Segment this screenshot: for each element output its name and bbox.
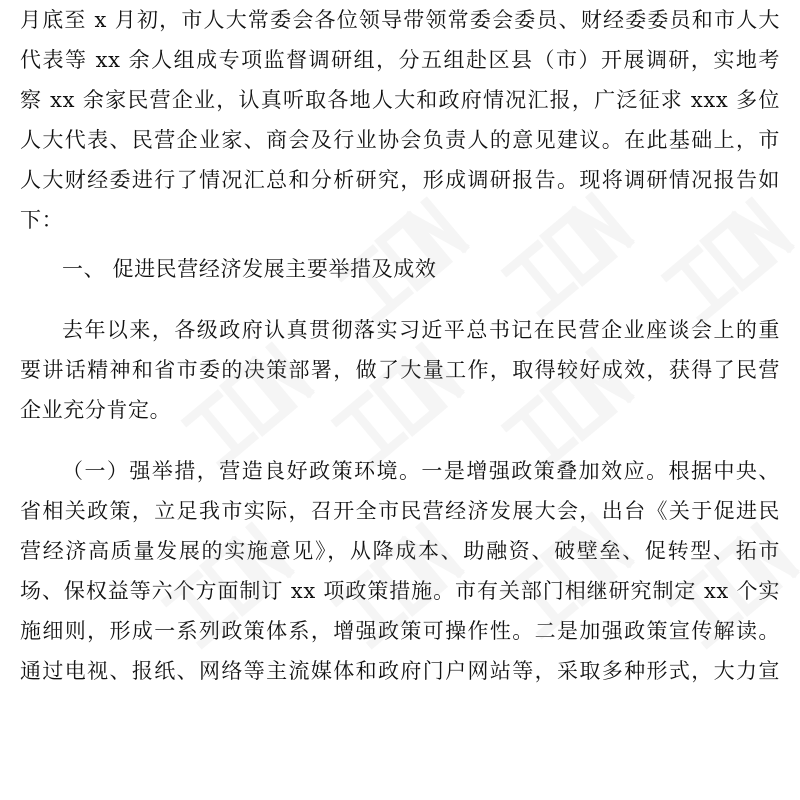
text-line: 人大财经委进行了情况汇总和分析研究，形成调研报告。现将调研情况报告如: [20, 168, 780, 192]
text-line: 下：: [20, 208, 64, 232]
text-line: 场、保权益等六个方面制订 xx 项政策措施。市有关部门相继研究制定 xx 个实: [20, 579, 780, 603]
text-line: 通过电视、报纸、网络等主流媒体和政府门户网站等，采取多种形式，大力宣: [20, 659, 780, 683]
text-line: 察 xx 余家民营企业，认真听取各地人大和政府情况汇报，广泛征求 xxx 多位: [20, 88, 780, 112]
text-line: 去年以来，各级政府认真贯彻落实习近平总书记在民营企业座谈会上的重: [62, 318, 780, 342]
text-line: 营经济高质量发展的实施意见》，从降成本、助融资、破壁垒、促转型、拓市: [20, 539, 780, 563]
text-line: 省相关政策，立足我市实际，召开全市民营经济发展大会，出台《关于促进民: [20, 499, 780, 523]
text-line: 代表等 xx 余人组成专项监督调研组，分五组赴区县（市）开展调研，实地考: [20, 48, 780, 72]
section-heading: 一、 促进民营经济发展主要举措及成效: [62, 257, 437, 281]
text-line: 人大代表、民营企业家、商会及行业协会负责人的意见建议。在此基础上，市: [20, 128, 780, 152]
text-line: 要讲话精神和省市委的决策部署，做了大量工作，取得较好成效，获得了民营: [20, 358, 780, 382]
text-line: 企业充分肯定。: [20, 398, 172, 422]
text-line: （一）强举措，营造良好政策环境。一是增强政策叠加效应。根据中央、: [62, 459, 780, 483]
text-line: 施细则，形成一系列政策体系，增强政策可操作性。二是加强政策宣传解读。: [20, 619, 780, 643]
text-line: 月底至 x 月初，市人大常委会各位领导带领常委会委员、财经委委员和市人大: [20, 8, 780, 32]
